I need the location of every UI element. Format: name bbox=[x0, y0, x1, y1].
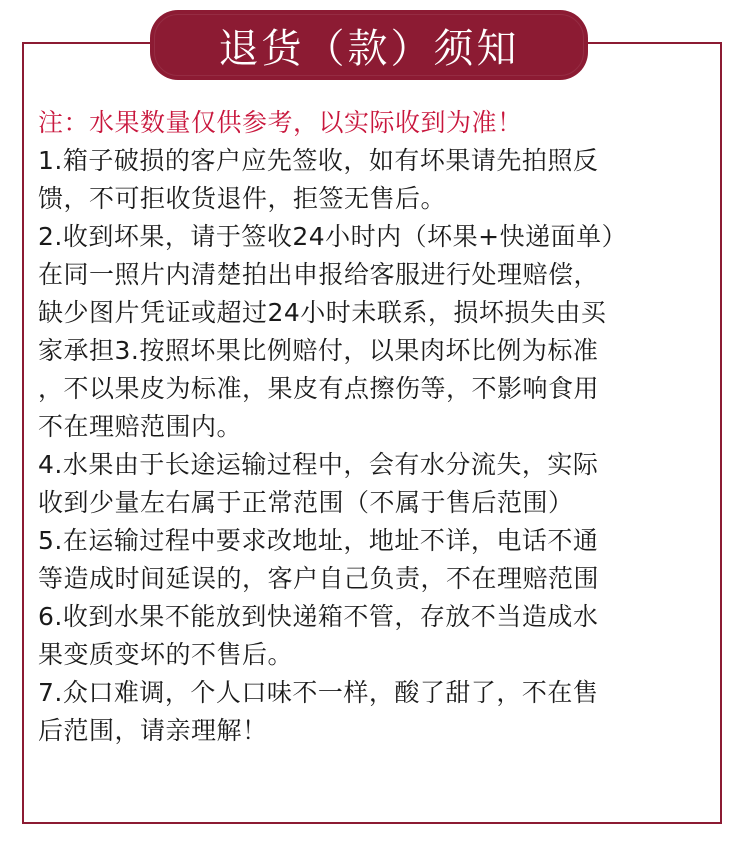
notice-line: 不在理赔范围内。 bbox=[38, 412, 243, 441]
notice-line: ，不以果皮为标准，果皮有点擦伤等，不影响食用 bbox=[38, 374, 600, 403]
notice-line: 果变质变坏的不售后。 bbox=[38, 640, 294, 669]
notice-body bbox=[38, 104, 714, 750]
notice-line: 5.在运输过程中要求改地址，地址不详，电话不通 bbox=[38, 526, 599, 555]
notice-line: 等造成时间延误的，客户自己负责，不在理赔范围 bbox=[38, 564, 600, 593]
notice-line: 收到少量左右属于正常范围（不属于售后范围） bbox=[38, 488, 574, 517]
notice-line: 后范围，请亲理解！ bbox=[38, 716, 268, 745]
notice-line: 馈，不可拒收货退件，拒签无售后。 bbox=[38, 184, 447, 213]
notice-line: 7.众口难调，个人口味不一样，酸了甜了，不在售 bbox=[38, 678, 599, 707]
title-banner bbox=[150, 10, 588, 80]
notice-line: 缺少图片凭证或超过24小时未联系，损坏损失由买 bbox=[38, 298, 607, 327]
notice-line: 在同一照片内清楚拍出申报给客服进行处理赔偿， bbox=[38, 260, 600, 289]
notice-line: 6.收到水果不能放到快递箱不管，存放不当造成水 bbox=[38, 602, 599, 631]
notice-line: 家承担3.按照坏果比例赔付，以果肉坏比例为标准 bbox=[38, 336, 599, 365]
notice-line: 4.水果由于长途运输过程中，会有水分流失，实际 bbox=[38, 450, 599, 479]
notice-line: 2.收到坏果，请于签收24小时内（坏果+快递面单） bbox=[38, 222, 628, 251]
notice-line: 1.箱子破损的客户应先签收，如有坏果请先拍照反 bbox=[38, 146, 599, 175]
page-title: 退货（款）须知 bbox=[218, 25, 520, 72]
quantity-note: 注：水果数量仅供参考，以实际收到为准！ bbox=[38, 108, 523, 137]
